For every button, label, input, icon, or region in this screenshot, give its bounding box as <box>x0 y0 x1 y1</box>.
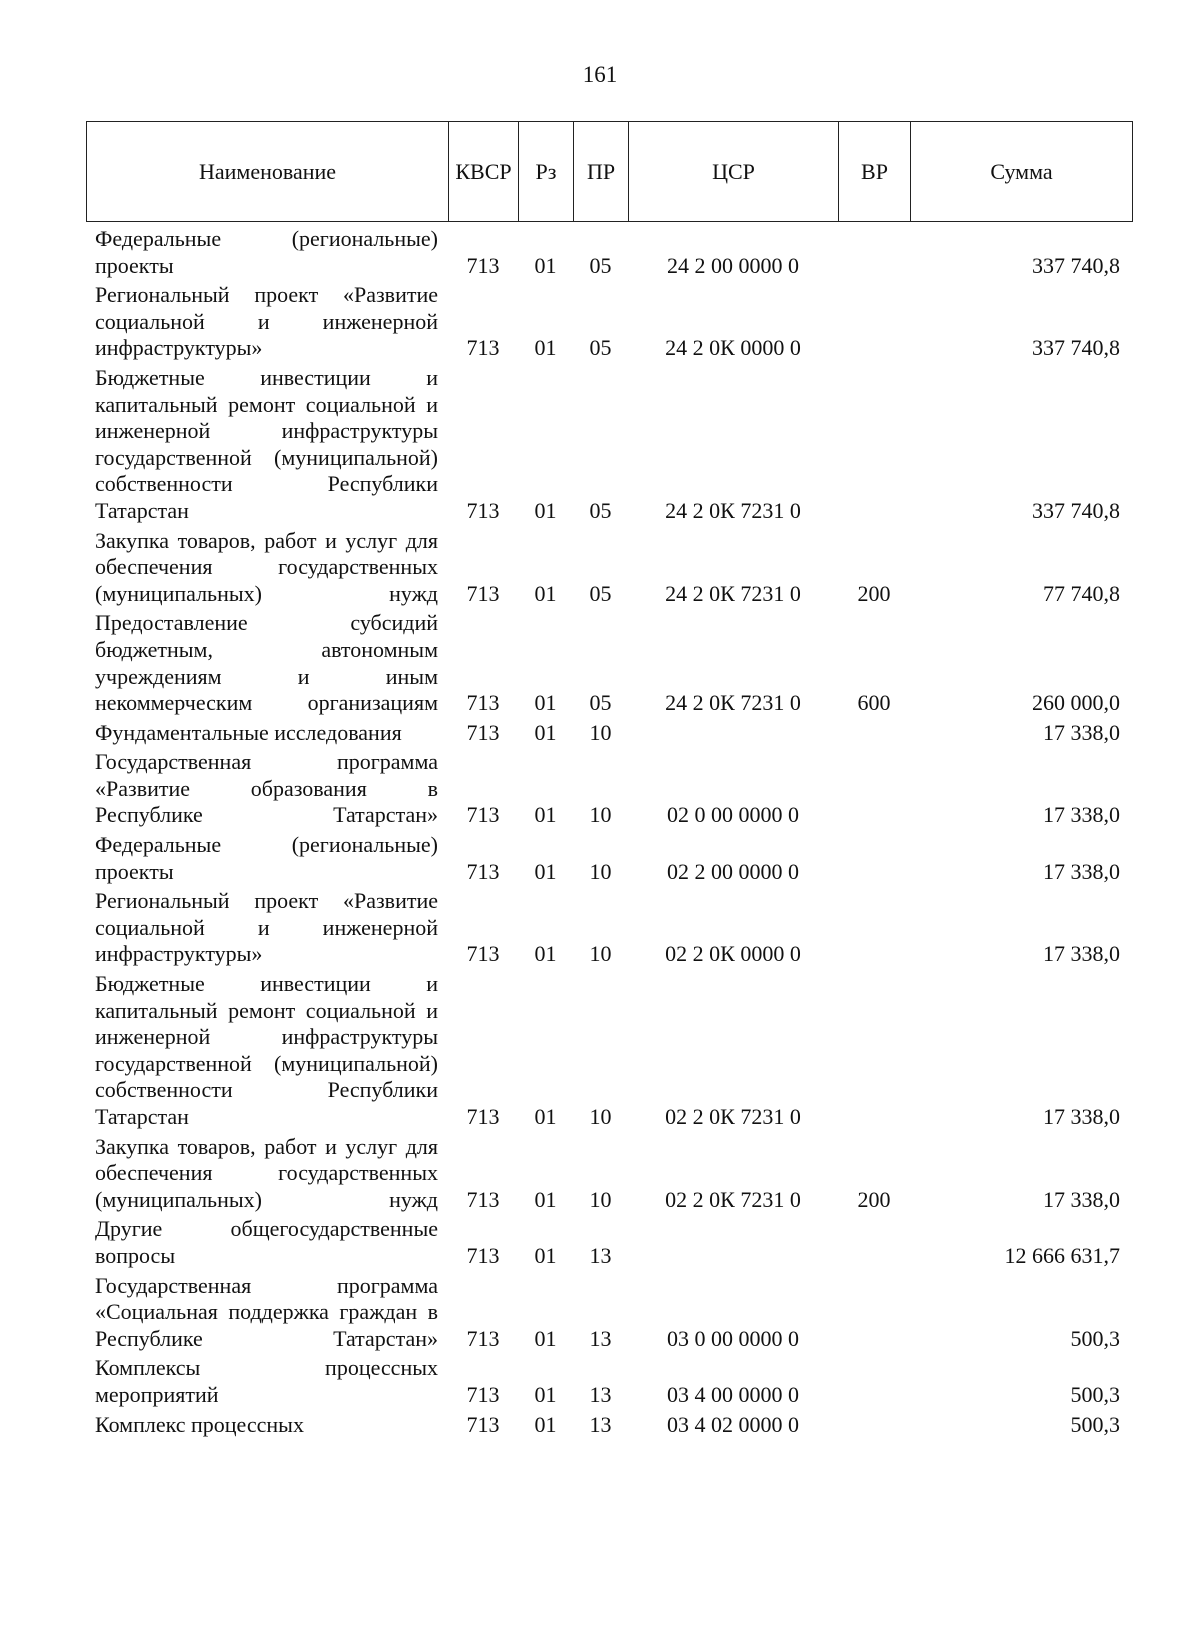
column-header-kvsr: КВСР <box>449 122 519 222</box>
cell-sum: 500,3 <box>1070 1381 1120 1407</box>
cell-pr: 13 <box>589 1411 612 1437</box>
cell-vr <box>838 1353 910 1409</box>
cell-pr: 05 <box>589 580 612 606</box>
cell-csr: 02 2 0К 7231 0 <box>665 1186 801 1212</box>
cell-rz: 01 <box>534 1242 557 1268</box>
cell-kvsr: 713 <box>466 1325 500 1351</box>
cell-name: Федеральные (региональные) проекты <box>95 226 438 278</box>
cell-sum: 17 338,0 <box>1043 1104 1120 1129</box>
cell-rz: 01 <box>534 252 557 278</box>
table-row <box>86 1271 1132 1354</box>
cell-rz: 01 <box>534 690 557 716</box>
cell-kvsr: 713 <box>466 335 500 361</box>
cell-vr <box>838 718 910 748</box>
table-row <box>86 224 1132 280</box>
cell-sum: 77 740,8 <box>1043 580 1120 606</box>
cell-csr: 24 2 0К 7231 0 <box>665 497 801 523</box>
cell-name: Комплекс процессных <box>95 1411 304 1437</box>
cell-kvsr: 713 <box>466 252 500 278</box>
column-header-sum: Сумма <box>911 122 1133 222</box>
table-row <box>86 1132 1132 1215</box>
cell-vr <box>838 1271 910 1354</box>
cell-sum: 337 740,8 <box>1032 497 1120 523</box>
cell-name: Другие общегосударственные вопросы <box>95 1216 438 1268</box>
cell-pr: 05 <box>589 252 612 278</box>
cell-vr <box>838 969 910 1132</box>
cell-sum: 500,3 <box>1070 1411 1120 1437</box>
cell-sum: 17 338,0 <box>1043 1186 1120 1212</box>
cell-csr: 03 0 00 0000 0 <box>667 1325 799 1351</box>
cell-sum: 12 666 631,7 <box>1004 1242 1120 1268</box>
cell-sum: 337 740,8 <box>1032 335 1120 361</box>
column-header-pr: ПР <box>574 122 629 222</box>
cell-csr: 02 0 00 0000 0 <box>667 802 799 828</box>
cell-rz: 01 <box>534 1104 557 1129</box>
cell-sum: 17 338,0 <box>1043 941 1120 967</box>
cell-kvsr: 713 <box>466 1411 500 1437</box>
cell-rz: 01 <box>534 858 557 884</box>
page-number: 161 <box>582 62 618 87</box>
column-header-rz: Рз <box>519 122 574 222</box>
cell-csr: 24 2 00 0000 0 <box>667 252 799 278</box>
cell-sum: 337 740,8 <box>1032 252 1120 278</box>
cell-kvsr: 713 <box>466 1186 500 1212</box>
cell-name: Региональный проект «Развитие социальной и инженерной инфраструктуры» <box>95 888 438 967</box>
cell-name: Закупка товаров, работ и услуг для обеспечения государственных (муниципальных) нужд <box>95 1133 438 1212</box>
cell-csr: 24 2 0К 7231 0 <box>665 690 801 716</box>
cell-csr: 02 2 0К 7231 0 <box>665 1104 801 1129</box>
column-header-csr: ЦСР <box>629 122 839 222</box>
cell-pr: 13 <box>589 1381 612 1407</box>
cell-csr: 02 2 00 0000 0 <box>667 858 799 884</box>
cell-csr: 03 4 00 0000 0 <box>667 1381 799 1407</box>
cell-kvsr: 713 <box>466 719 500 745</box>
table-row <box>86 363 1132 526</box>
table-header <box>86 121 1133 222</box>
budget-table <box>86 224 1132 1439</box>
cell-vr <box>838 280 910 363</box>
cell-kvsr: 713 <box>466 1242 500 1268</box>
column-header-vr: ВР <box>839 122 911 222</box>
cell-rz: 01 <box>534 802 557 828</box>
table-row <box>86 1353 1132 1409</box>
cell-kvsr: 713 <box>466 690 500 716</box>
cell-kvsr: 713 <box>466 802 500 828</box>
cell-vr <box>838 1214 910 1270</box>
column-header-name: Наименование <box>87 122 449 222</box>
cell-name: Предоставление субсидий бюджетным, автономным учреждениям и иным некоммерческим организациям <box>95 610 438 716</box>
cell-pr: 13 <box>589 1242 612 1268</box>
cell-pr: 05 <box>589 335 612 361</box>
cell-kvsr: 713 <box>466 858 500 884</box>
cell-vr <box>838 224 910 280</box>
cell-vr: 200 <box>857 580 891 606</box>
table-row <box>86 1214 1132 1270</box>
cell-rz: 01 <box>534 1381 557 1407</box>
cell-csr <box>628 1214 838 1270</box>
cell-sum: 17 338,0 <box>1043 802 1120 828</box>
cell-csr: 03 4 02 0000 0 <box>667 1411 799 1437</box>
cell-rz: 01 <box>534 1411 557 1437</box>
cell-pr: 10 <box>589 858 612 884</box>
cell-kvsr: 713 <box>466 941 500 967</box>
cell-rz: 01 <box>534 580 557 606</box>
table-row <box>86 886 1132 969</box>
cell-vr <box>838 886 910 969</box>
table-row <box>86 1410 1132 1440</box>
cell-vr <box>838 1410 910 1440</box>
cell-vr <box>838 830 910 886</box>
cell-rz: 01 <box>534 1325 557 1351</box>
cell-vr: 600 <box>857 690 891 716</box>
table-row <box>86 718 1132 748</box>
cell-rz: 01 <box>534 1186 557 1212</box>
cell-vr <box>838 363 910 526</box>
cell-pr: 10 <box>589 802 612 828</box>
cell-pr: 10 <box>589 1186 612 1212</box>
cell-pr: 10 <box>589 941 612 967</box>
table-row <box>86 747 1132 830</box>
cell-name: Закупка товаров, работ и услуг для обеспечения государственных (муниципальных) нужд <box>95 527 438 606</box>
cell-name: Бюджетные инвестиции и капитальный ремонт социальной и инженерной инфраструктуры государственной (муниципальной) собственности Республики Татарстан <box>95 364 438 523</box>
cell-vr: 200 <box>857 1186 891 1212</box>
cell-sum: 500,3 <box>1070 1325 1120 1351</box>
cell-rz: 01 <box>534 941 557 967</box>
cell-sum: 260 000,0 <box>1032 690 1120 716</box>
cell-rz: 01 <box>534 497 557 523</box>
cell-csr: 24 2 0К 0000 0 <box>665 335 801 361</box>
table-row <box>86 608 1132 717</box>
cell-pr: 13 <box>589 1325 612 1351</box>
cell-name: Федеральные (региональные) проекты <box>95 832 438 884</box>
cell-kvsr: 713 <box>466 580 500 606</box>
table-row <box>86 526 1132 609</box>
cell-csr: 02 2 0К 0000 0 <box>665 941 801 967</box>
cell-name: Бюджетные инвестиции и капитальный ремонт социальной и инженерной инфраструктуры государственной (муниципальной) собственности Республики Татарстан <box>95 971 438 1129</box>
cell-name: Государственная программа «Социальная поддержка граждан в Республике Татарстан» <box>95 1272 438 1351</box>
cell-vr <box>838 747 910 830</box>
cell-rz: 01 <box>534 335 557 361</box>
cell-name: Государственная программа «Развитие образования в Республике Татарстан» <box>95 749 438 828</box>
cell-sum: 17 338,0 <box>1043 719 1120 745</box>
cell-pr: 05 <box>589 690 612 716</box>
table-row <box>86 280 1132 363</box>
table-row <box>86 969 1132 1132</box>
cell-pr: 05 <box>589 497 612 523</box>
cell-name: Комплексы процессных мероприятий <box>95 1355 438 1407</box>
cell-sum: 17 338,0 <box>1043 858 1120 884</box>
cell-name: Фундаментальные исследования <box>95 719 402 745</box>
cell-pr: 10 <box>589 719 612 745</box>
cell-kvsr: 713 <box>466 497 500 523</box>
cell-pr: 10 <box>589 1104 612 1129</box>
cell-rz: 01 <box>534 719 557 745</box>
cell-kvsr: 713 <box>466 1381 500 1407</box>
cell-csr: 24 2 0К 7231 0 <box>665 580 801 606</box>
cell-name: Региональный проект «Развитие социальной и инженерной инфраструктуры» <box>95 282 438 361</box>
cell-csr <box>628 718 838 748</box>
cell-kvsr: 713 <box>466 1104 500 1129</box>
table-row <box>86 830 1132 886</box>
